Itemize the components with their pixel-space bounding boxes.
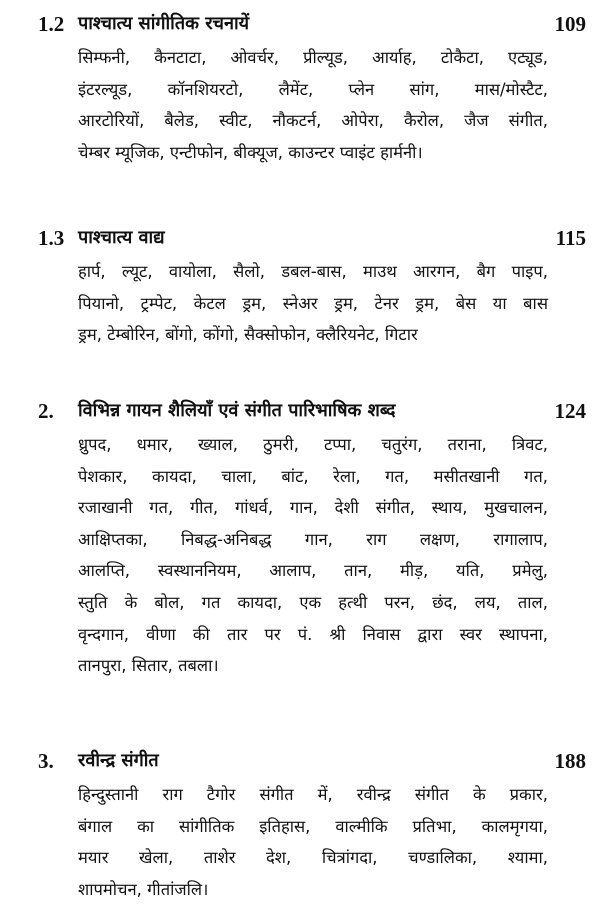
topic-line: ध्रुपद, धमार, ख्याल, ठुमरी, टप्पा, चतुरंग, तराना, त्रिवट,	[78, 435, 548, 454]
section-title: पाश्चात्य वाद्य	[78, 227, 165, 248]
topic-line: रजाखानी गत, गीत, गांधर्व, गान, देशी संगीत, स्थाय, मुखचालन,	[78, 498, 548, 518]
section-topics	[78, 779, 548, 905]
section-title: विभिन्न गायन शैलियाँ एवं संगीत पारिभाषिक शब्द	[78, 400, 396, 421]
section-topics	[78, 256, 548, 351]
topic-line: चेम्बर म्यूजिक, एन्टीफोन, बीक्यूज, काउन्टर प्वाइंट हार्मनी।	[78, 142, 423, 162]
section-number: 2.	[38, 399, 54, 423]
section-number: 1.3	[38, 226, 65, 250]
section-number: 3.	[38, 749, 54, 773]
section-topics	[78, 42, 548, 168]
section-page-number: 188	[554, 749, 586, 773]
topic-line: आक्षिप्तका, निबद्ध-अनिबद्ध गान, राग लक्षण, रागालाप,	[78, 529, 548, 549]
section-number: 1.2	[38, 12, 65, 36]
section-page-number: 124	[554, 399, 586, 423]
section-topics	[78, 429, 548, 682]
topic-line: आरटोरियों, बैलेड, स्वीट, नौकटर्न, ओपेरा, कैरोल, जैज संगीत,	[78, 111, 548, 131]
topic-line: वृन्दगान, वीणा की तार पर पं. श्री निवास द्वारा स्वर स्थापना,	[78, 624, 548, 644]
topic-line: हार्प, ल्यूट, वायोला, सैलो, डबल-बास, माउथ आरगन, बैग पाइप,	[78, 262, 548, 281]
section-title: पाश्चात्य सांगीतिक रचनायें	[78, 13, 250, 34]
topic-line: आलप्ति, स्वस्थाननियम, आलाप, तान, मीड़, यति, प्रमेलु,	[78, 561, 548, 581]
topic-line: हिन्दुस्तानी राग टैगोर संगीत में, रवीन्द्र संगीत के प्रकार,	[78, 785, 548, 804]
section-title: रवीन्द्र संगीत	[78, 750, 159, 771]
topic-line: स्तुति के बोल, गत कायदा, एक हत्थी परन, छंद, लय, ताल,	[78, 592, 548, 612]
topic-line: सिम्फनी, कैनटाटा, ओवर्चर, प्रील्यूड, आर्याह, टोकैटा, एट्यूड,	[78, 48, 548, 67]
section-page-number: 115	[555, 226, 586, 250]
topic-line: ड्रम, टेम्बोरिन, बोंगो, कोंगो, सैक्सोफोन, क्लैरियनेट, गिटार	[78, 325, 418, 345]
topic-line: इंटरल्यूड, कॉनशियरटो, लैमेंट, प्लेन सांग, मास/मोस्टैट,	[78, 79, 548, 99]
topic-line: बंगाल का सांगीतिक इतिहास, वाल्मीकि प्रतिभा, कालमृगया,	[78, 816, 548, 836]
section-page-number: 109	[554, 12, 586, 36]
topic-line: पियानो, ट्रम्पेट, केटल ड्रम, स्नेअर ड्रम, टेनर ड्रम, बेस या बास	[78, 293, 548, 313]
topic-line: तानपुरा, सितार, तबला।	[78, 656, 219, 676]
topic-line: शापमोचन, गीतांजलि।	[78, 879, 209, 899]
topic-line: मयार खेला, ताशेर देश, चित्रांगदा, चण्डालिका, श्यामा,	[78, 848, 548, 868]
topic-line: पेशकार, कायदा, चाला, बांट, रेला, गत, मसीतखानी गत,	[78, 466, 548, 486]
